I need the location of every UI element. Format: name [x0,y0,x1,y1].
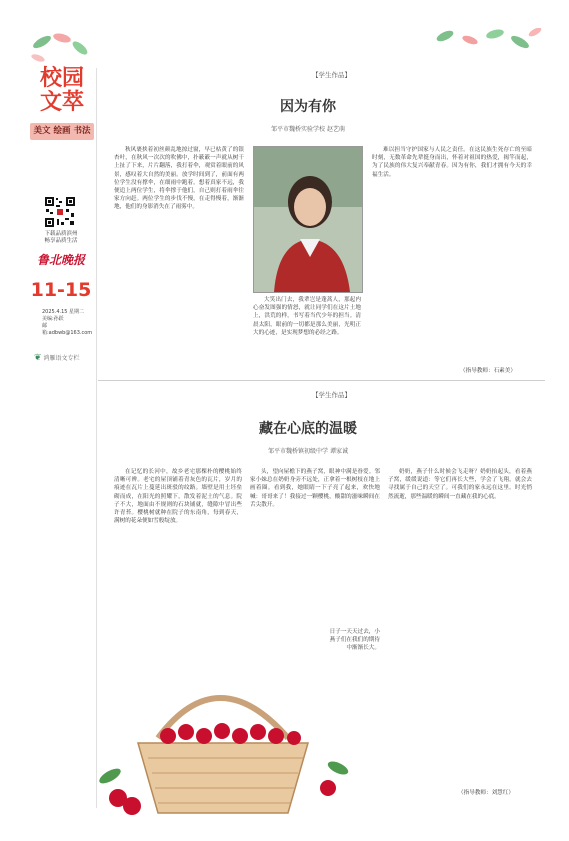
article1-column-1: 秋风裹挟着初丝颜乱地掠过窗，早已枯黄了的银杏叶，在秋风一次次的吹佛中，扑簌簌一声就从树干上扯了下来，片片翻落，我打着伞，观赏着眼前的风景，感叹着大自然的美丽。放学时间到了，前面有两位学生没有撑伞，在细雨中跑着。想着真家不远，我便追上两位学生，将伞撑于他们，自己则打着雨伞往家方向赶。两位学生的步伐不慢，在走得慢着，渐渐地，他们的身影消失在了雨雾中。 [114,147,244,211]
qr-code-icon[interactable] [44,196,76,228]
leaf-decoration-icon [425,28,545,68]
article-divider [98,380,545,381]
section-masthead: 校园文萃 [39,65,84,115]
portrait-image-icon [254,147,362,292]
article2-byline: 邹平市魏桥镇初级中学 谭家诚 [268,448,348,455]
bird-logo-icon: ❦ [34,353,42,363]
qr-caption-2: 畅享品质生活 [44,238,78,244]
qr-caption-1: 下载品质滨州 [44,231,78,237]
article2-column-2: 头，望向屋檐下的燕子窝，眼神中满是眷爱。邻家小妹总在奶奶身旁不远处，正拿着一根树枝在地上画着圈。看到我，她眼睛一下子亮了起来，欢快地喊：哥哥来了！我接过一颗樱桃，酸甜的滋味瞬间在舌尖散开。 [250,469,380,508]
article2-column-1: 在记忆的长河中，故乡老宅那棵朴的樱桃始终清晰可辨。老宅的屋顶铺着青灰色的瓦片，岁月的痕迹在瓦片上蔓延出斑驳的纹路。墙壁是用土坯垒砌而成，在阳光的照耀下，散发着泥土的气息。院子不大，地面由不规则的石块铺就，缝隙中冒出些许青苔。樱桃树就种在院子的东南角，每到春天，满树的花朵便如雪般绽放。 [114,469,242,525]
newspaper-brand: 鲁北晚报 [36,253,85,267]
article2-title: 藏在心底的温暖 [259,421,357,437]
article1-title: 因为有你 [280,99,336,115]
article1-column-3: 难以担当守护国家与人民之责任。在这民族生死存亡的至暗时刻，无数革命先辈挺身而出，怀着对祖国的热爱，揭竿而起，为了民族的伟大复兴奉献青春。因为有你，我们才拥有今天的幸福生活。 [372,147,532,178]
issue-date: 2025.4.15 星期二 [42,309,85,315]
sidebar-divider [96,68,97,808]
article2-poem: 日子一天天过去，小燕子们在我们的期待中渐渐长大。 [329,629,380,652]
article2-column-3: 奶奶，燕子什么时候会飞走呀？奶奶抬起头，看着燕子窝，缓缓说道：等它们再长大些，学会了飞翔，就会去寻找属于自己的天空了。可我们的家永远在这里。时光悄然流逝，那些温暖的瞬间一直藏在我的心底。 [388,469,532,500]
column-logo-text: 鸿雁语文专栏 [43,355,80,362]
article2-advisor: （指导教师：刘慧红） [458,790,514,796]
page-number: 11-15 [30,279,92,301]
article1-column-2: 大笑出门去，我辈岂是蓬蒿人，那起内心奋发图强的情怒，就让同学们在这片土地上，洪荒的样，书写着当代少年的担当。清晨太阳，眼前的一切都是那么美丽，光明正大的心迹，是实现梦想的必经之路。 [253,297,361,336]
contact-email: 邮箱:adbwb@163.com [42,323,93,336]
art-editor: 美编:孙跃 [42,316,64,322]
student-photo [253,146,363,293]
column-logo [34,353,92,363]
section-subtitle: 美文 绘画 书法 [30,123,94,140]
cherry-basket-illustration [98,648,358,818]
article1-byline: 邹平市魏桥实验学校 赵艺萌 [271,126,345,133]
article2-tag: 【学生作品】 [312,391,351,399]
article1-tag: 【学生作品】 [312,71,351,79]
article1-advisor: （指导教师：石素美） [460,368,516,374]
sidebar [28,28,94,818]
newspaper-page [28,28,545,818]
